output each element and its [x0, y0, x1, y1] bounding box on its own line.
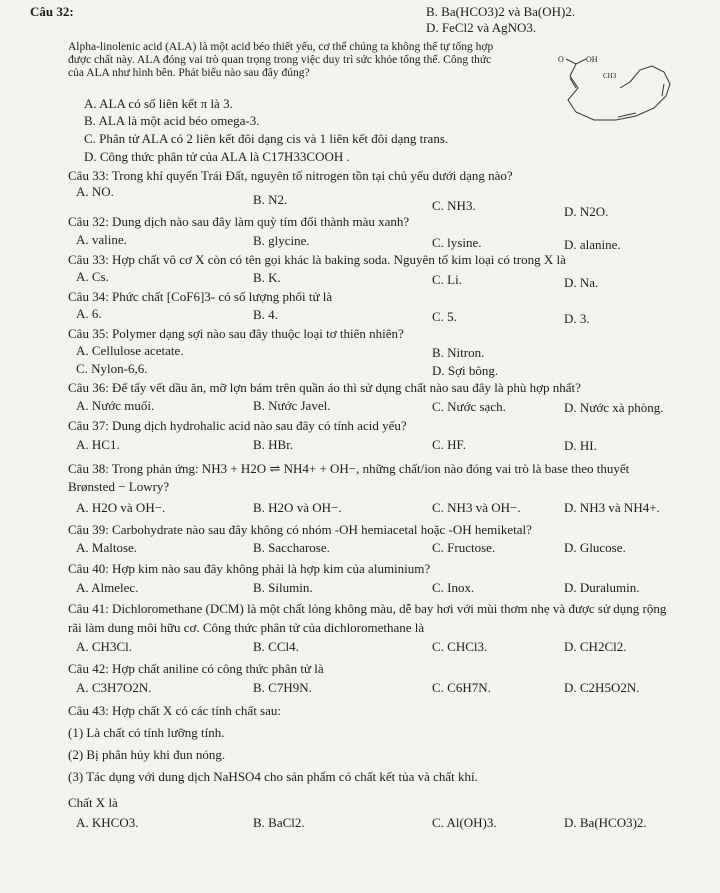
option-a: A. valine.: [76, 232, 127, 247]
question-ask: Chất X là: [68, 795, 118, 810]
question-stem: Câu 33: Hợp chất vô cơ X còn có tên gọi khác là baking soda. Nguyên tố kim loại có trong X là: [68, 252, 566, 267]
option-d: D. 3.: [564, 311, 590, 326]
option-c: C. NH3 và OH−.: [432, 500, 521, 515]
option-a: A. Cellulose acetate.: [76, 343, 184, 358]
option-a: A. HC1.: [76, 437, 120, 452]
option-d: D. Công thức phân tử của ALA là C17H33COOH .: [84, 149, 350, 164]
option-d: D. Na.: [564, 275, 599, 290]
option-c: C. Al(OH)3.: [432, 815, 497, 830]
question-stem: Alpha-linolenic acid (ALA) là một acid béo thiết yếu, cơ thể chúng ta không thể tự tổng hợp: [68, 41, 494, 53]
option-a: A. Maltose.: [76, 540, 138, 555]
option-d: D. Glucose.: [564, 540, 626, 555]
question-stem: Câu 38: Trong phản ứng: NH3 + H2O ⇌ NH4+ + OH−, những chất/ion nào đóng vai trò là base theo thuyết: [68, 461, 630, 476]
option-a: A. 6.: [76, 306, 102, 321]
question-stem: được chất này. ALA đóng vai trò quan trọng trong việc duy trì sức khỏe tổng thể. Công thức: [68, 54, 492, 66]
question-stem: Câu 39: Carbohydrate nào sau đây không có nhóm -OH hemiacetal hoặc -OH hemiketal?: [68, 522, 532, 537]
option-c: C. Phân tử ALA có 2 liên kết đôi dạng cis và 1 liên kết đôi dạng trans.: [84, 131, 449, 146]
option-d: D. FeCl2 và AgNO3.: [426, 20, 537, 35]
option-a: A. KHCO3.: [76, 815, 139, 830]
question-stem: Câu 41: Dichloromethane (DCM) là một chất lỏng không màu, dễ bay hơi với mùi thơm nhẹ và được sử dụng rộng: [68, 601, 667, 616]
option-b: B. ALA là một acid béo omega-3.: [84, 113, 260, 128]
option-a: A. H2O và OH−.: [76, 500, 166, 515]
question-stem: Câu 43: Hợp chất X có các tính chất sau:: [68, 703, 282, 718]
option-a: A. Nước muối.: [76, 398, 155, 413]
option-a: A. Cs.: [76, 269, 109, 284]
option-b: B. H2O và OH−.: [253, 500, 342, 515]
option-c: C. Nước sạch.: [432, 399, 506, 414]
option-b: B. HBr.: [253, 437, 294, 452]
question-stem: rãi làm dung môi hữu cơ. Công thức phân tử của dichloromethane là: [68, 620, 425, 635]
option-a: A. NO.: [76, 184, 114, 199]
option-b: B. K.: [253, 270, 281, 285]
option-d: D. C2H5O2N.: [564, 680, 640, 695]
property-item: (3) Tác dụng với dung dịch NaHSO4 cho sản phẩm có chất kết tủa và chất khí.: [68, 769, 478, 784]
question-stem: Câu 40: Hợp kim nào sau đây không phải là hợp kim của aluminium?: [68, 561, 431, 576]
option-c: C. 5.: [432, 309, 457, 324]
mol-label-ch3: CH3: [603, 72, 617, 80]
option-d: D. Duralumin.: [564, 580, 640, 595]
question-stem: Câu 37: Dung dịch hydrohalic acid nào sau đây có tính acid yếu?: [68, 418, 407, 433]
option-d: D. NH3 và NH4+.: [564, 500, 660, 515]
option-c: C. C6H7N.: [432, 680, 491, 695]
question-stem: Brønsted − Lowry?: [68, 479, 170, 494]
option-c: C. Li.: [432, 272, 462, 287]
option-b: B. N2.: [253, 192, 288, 207]
mol-label-oh: OH: [586, 55, 598, 64]
question-label: Câu 32:: [30, 4, 74, 19]
option-a: A. ALA có số liên kết π là 3.: [84, 96, 233, 111]
option-b: B. glycine.: [253, 233, 310, 248]
question-stem: Câu 36: Để tẩy vết dầu ăn, mỡ lợn bám trên quần áo thì sử dụng chất nào sau đây là phù hợp nhất?: [68, 380, 581, 395]
option-c: C. Fructose.: [432, 540, 496, 555]
option-b: B. Saccharose.: [253, 540, 330, 555]
option-d: D. Nước xà phòng.: [564, 400, 664, 415]
option-b: B. BaCl2.: [253, 815, 305, 830]
option-b: B. Silumin.: [253, 580, 313, 595]
option-c: C. NH3.: [432, 198, 476, 213]
option-c: C. HF.: [432, 437, 466, 452]
option-b: B. CCl4.: [253, 639, 299, 654]
ala-structure-diagram: [556, 54, 682, 128]
property-item: (1) Là chất có tính lưỡng tính.: [68, 725, 225, 740]
option-a: A. CH3Cl.: [76, 639, 132, 654]
option-d: D. HI.: [564, 438, 597, 453]
option-a: A. Almelec.: [76, 580, 139, 595]
option-d: D. Ba(HCO3)2.: [564, 815, 647, 830]
question-stem: Câu 42: Hợp chất aniline có công thức phân tử là: [68, 661, 324, 676]
question-stem: Câu 34: Phức chất [CoF6]3- có số lượng phối tử là: [68, 289, 333, 304]
option-d: D. alanine.: [564, 237, 621, 252]
question-stem: Câu 33: Trong khí quyển Trái Đất, nguyên tố nitrogen tồn tại chủ yếu dưới dạng nào?: [68, 168, 513, 183]
question-stem: của ALA như hình bên. Phát biểu nào sau đây đúng?: [68, 67, 310, 79]
option-c: C. lysine.: [432, 235, 482, 250]
option-c: C. Inox.: [432, 580, 475, 595]
option-c: C. Nylon-6,6.: [76, 361, 148, 376]
option-d: D. N2O.: [564, 204, 609, 219]
option-d: D. Sợi bông.: [432, 363, 499, 378]
option-b: B. 4.: [253, 307, 278, 322]
property-item: (2) Bị phân hủy khi đun nóng.: [68, 747, 226, 762]
question-stem: Câu 32: Dung dịch nào sau đây làm quỳ tím đổi thành màu xanh?: [68, 214, 410, 229]
option-b: B. Nitron.: [432, 345, 485, 360]
option-b: B. C7H9N.: [253, 680, 312, 695]
mol-label-o: O: [558, 55, 564, 64]
option-c: C. CHCl3.: [432, 639, 488, 654]
question-stem: Câu 35: Polymer dạng sợi nào sau đây thuộc loại tơ thiên nhiên?: [68, 326, 404, 341]
option-b: B. Nước Javel.: [253, 398, 331, 413]
option-d: D. CH2Cl2.: [564, 639, 627, 654]
option-a: A. C3H7O2N.: [76, 680, 152, 695]
option-b: B. Ba(HCO3)2 và Ba(OH)2.: [426, 4, 576, 19]
